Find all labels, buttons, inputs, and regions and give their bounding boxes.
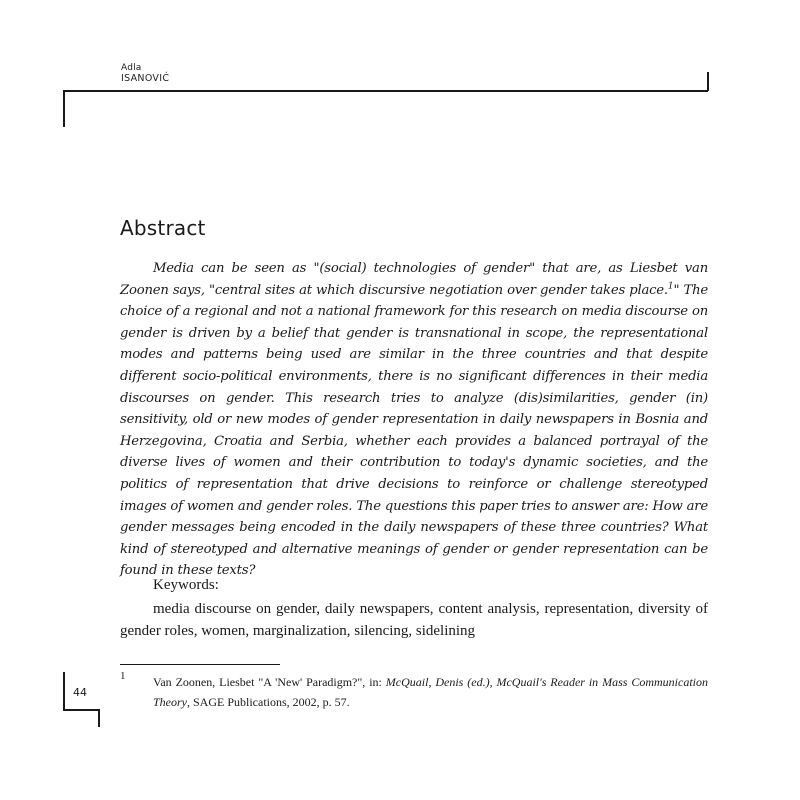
keywords-text: media discourse on gender, daily newspapers, content analysis, representation, diversity of gender roles, women, marginalization, silencing, sidelining — [120, 601, 708, 639]
abstract-text-part2: " The choice of a regional and not a national framework for this research on media discourse on gender is driven by a belief that gender is transnational in scope, the representational modes and patterns being used are similar in the three countries and that despite different socio-political environments, there is no significant differences in their media discourses on gender. This research tries to analyze (dis)similarities, gender (in) sensitivity, old or new modes of gender representation in daily newspapers in Bosnia and Herzegovina, Croatia and Serbia, whether each provides a balanced portrayal of the diverse lives of women and their contribution to today's dynamic societies, and the politics of representation that drive decisions to reinforce or challenge stereotyped images of women and gender roles. The questions this paper tries to answer are: How are gender messages being encoded in the daily newspapers of these three countries? What kind of stereotyped and alternative meanings of gender or gender representation can be found in these texts? — [120, 282, 708, 579]
page-number: 44 — [73, 686, 87, 699]
footnote-text-plain-1: Van Zoonen, Liesbet "A 'New' Paradigm?", in: — [153, 675, 386, 689]
footnote-number: 1 — [120, 670, 126, 682]
footnote-rule — [120, 664, 280, 665]
footnote-text-plain-2: , SAGE Publications, 2002, p. 57. — [187, 695, 350, 709]
keywords-label: Keywords: — [153, 577, 219, 593]
page-number-frame-left — [63, 672, 65, 710]
abstract-text-part1: Media can be seen as "(social) technologies of gender" that are, as Liesbet van Zoonen says, "central sites at which discursive negotiation over gender takes place. — [120, 261, 708, 298]
author-last-name: ISANOVIĆ — [121, 73, 170, 84]
header-rule-right-tick — [707, 72, 709, 91]
abstract-heading: Abstract — [120, 216, 206, 240]
footnote-text-italic: McQuail, Denis (ed.), McQuail's Reader in Mass Communication Theory — [153, 675, 708, 709]
header-rule — [63, 90, 708, 92]
author-first-name: Adla — [121, 63, 142, 73]
page-number-frame-bottom — [63, 709, 99, 711]
footnote-text — [153, 672, 708, 712]
footnote-reference[interactable]: 1 — [667, 281, 674, 292]
header-rule-left-tick — [63, 90, 65, 127]
page-number-frame-right — [98, 709, 100, 727]
abstract-body — [120, 258, 708, 582]
